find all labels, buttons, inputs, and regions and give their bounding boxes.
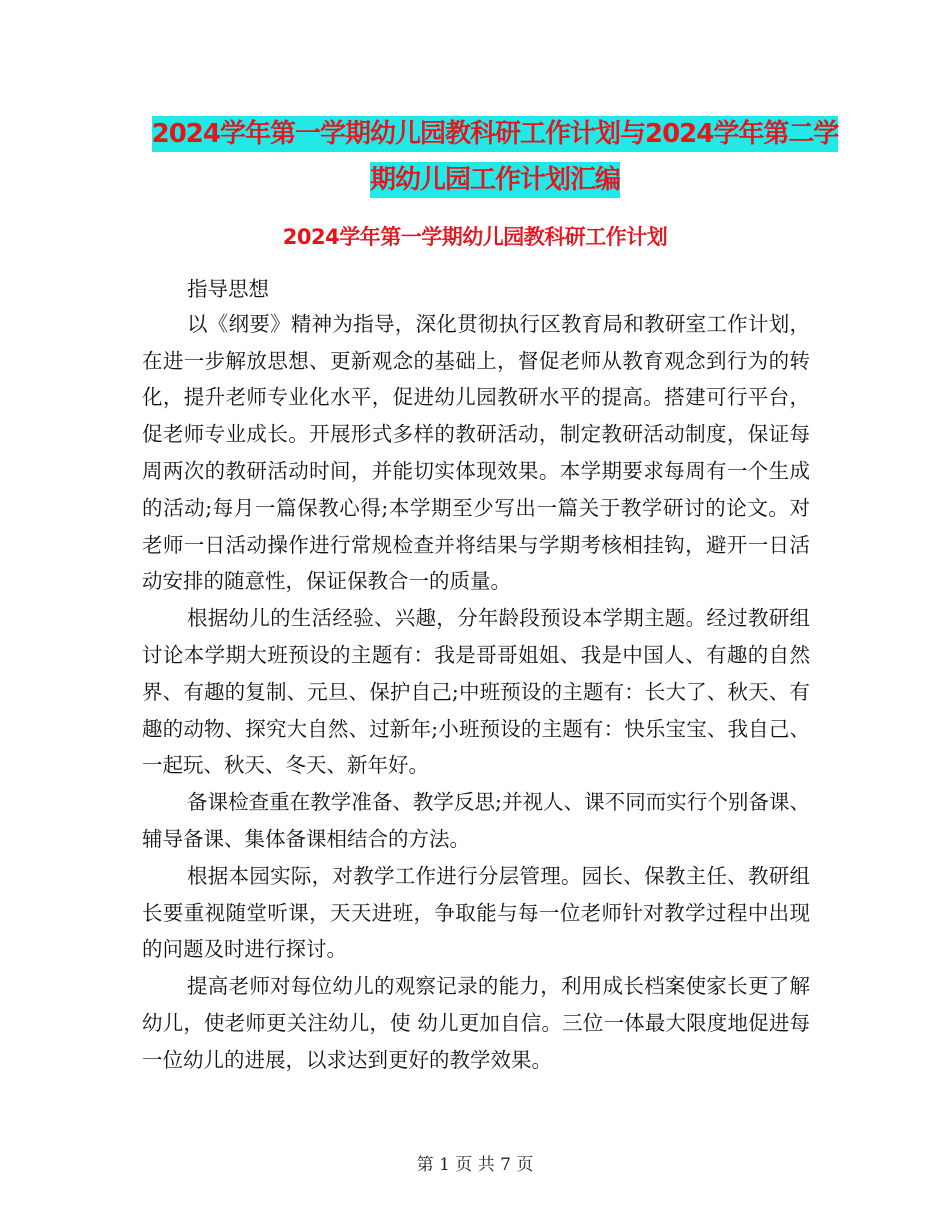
body-subheading: 指导思想 [187,277,269,301]
document-body [142,271,810,1079]
document-title-text: 2024学年第一学期幼儿园教科研工作计划与2024学年第二学期幼儿园工作计划汇编 [152,116,839,198]
document-title [140,111,850,203]
body-paragraph: 提高老师对每位幼儿的观察记录的能力，利用成长档案使家长更了解幼儿，使老师更关注幼儿，使 幼儿更加自信。三位一体最大限度地促进每一位幼儿的进展，以求达到更好的教学效果。 [142,974,810,1072]
body-paragraph: 根据本园实际，对教学工作进行分层管理。园长、保教主任、教研组长要重视随堂听课，天天进班，争取能与每一位老师针对教学过程中出现的问题及时进行探讨。 [142,863,810,962]
section-title: 2024学年第一学期幼儿园教科研工作计划 [282,225,668,249]
body-paragraph: 根据幼儿的生活经验、兴趣，分年龄段预设本学期主题。经过教研组讨论本学期大班预设的主题有：我是哥哥姐姐、我是中国人、有趣的自然界、有趣的复制、元旦、保护自己;中班预设的主题有：长大了、秋天、有趣的动物、探究大自然、过新年;小班预设的主题有：快乐宝宝、我自己、一起玩、秋天、冬天、新年好。 [142,606,810,778]
body-paragraph: 以《纲要》精神为指导，深化贯彻执行区教育局和教研室工作计划，在进一步解放思想、更新观念的基础上，督促老师从教育观念到行为的转化，提升老师专业化水平，促进幼儿园教研水平的提高。搭建可行平台，促老师专业成长。开展形式多样的教研活动，制定教研活动制度，保证每周两次的教研活动时间，并能切实体现效果。本学期要求每周有一个生成的活动;每月一篇保教心得;本学期至少写出一篇关于教学研讨的论文。对老师一日活动操作进行常规检查并将结果与学期考核相挂钩，避开一日活动安排的随意性，保证保教合一的质量。 [142,311,810,594]
body-paragraph: 备课检查重在教学准备、教学反思;并视人、课不同而实行个别备课、辅导备课、集体备课相结合的方法。 [142,790,810,851]
page-footer: 第 1 页 共 7 页 [416,1155,534,1175]
